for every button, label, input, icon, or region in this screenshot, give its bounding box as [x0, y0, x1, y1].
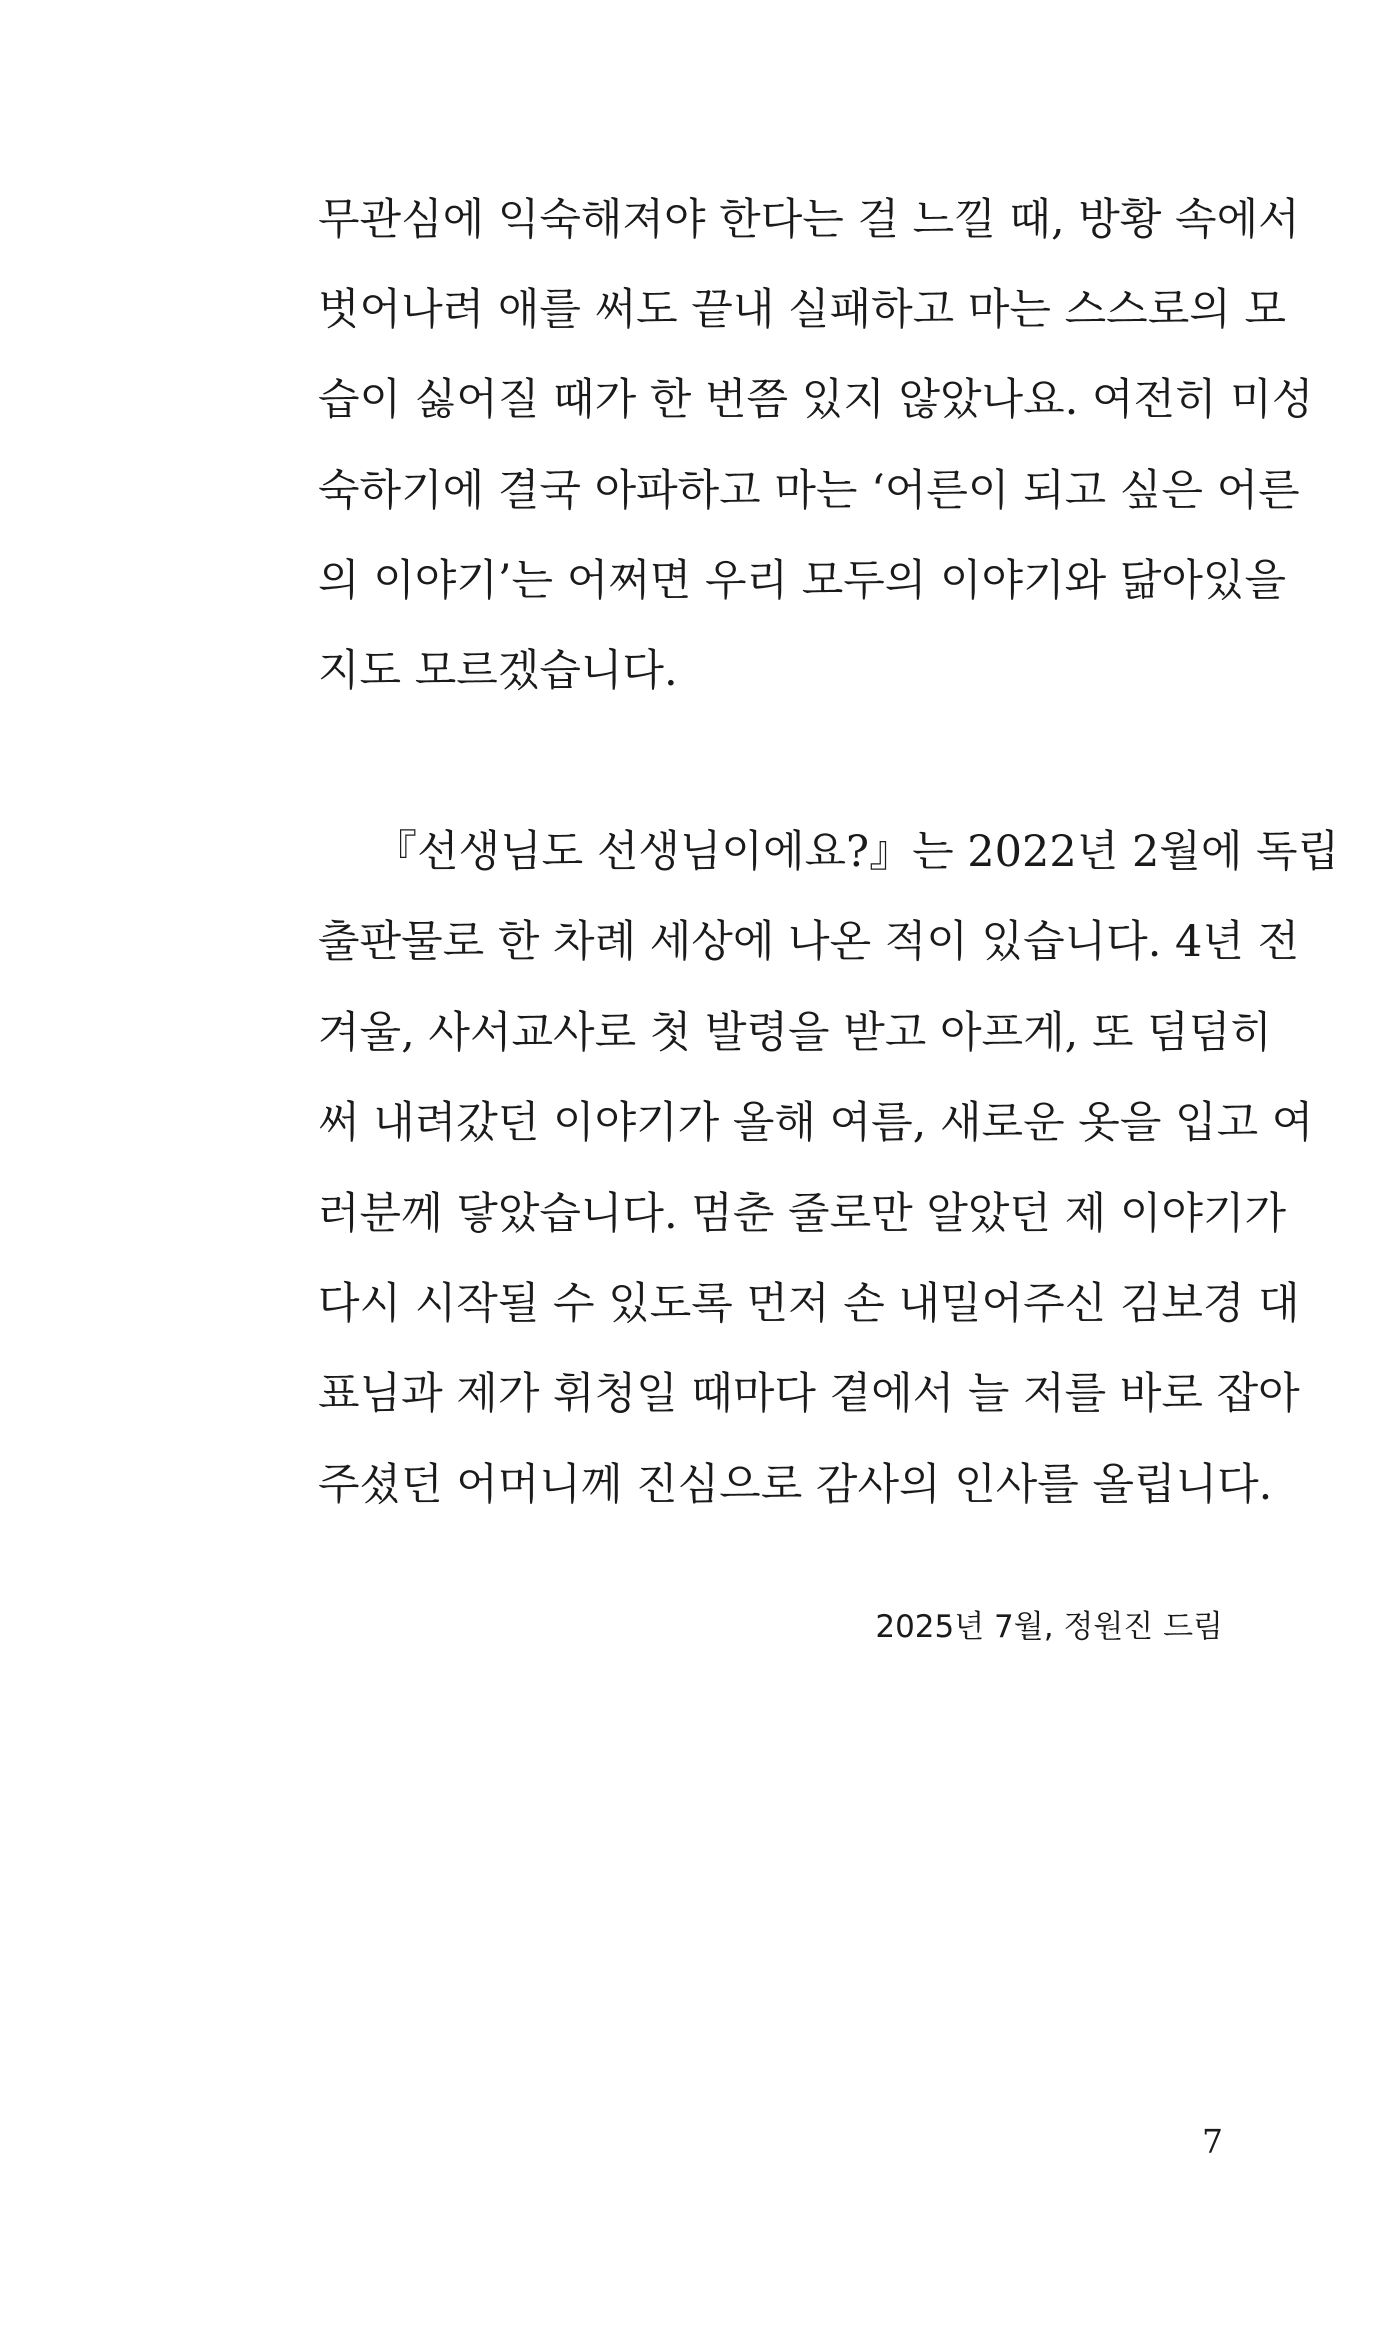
paragraph-2-line: 겨울, 사서교사로 첫 발령을 받고 아프게, 또 덤덤히 — [318, 1008, 1272, 1058]
paragraph-1-line: 무관심에 익숙해져야 한다는 걸 느낄 때, 방황 속에서 — [318, 195, 1300, 245]
author-signature: 2025년 7월, 정원진 드림 — [875, 1609, 1223, 1645]
paragraph-1-line: 의 이야기’는 어쩌면 우리 모두의 이야기와 닮아있을 — [318, 556, 1286, 606]
paragraph-2-line: 주셨던 어머니께 진심으로 감사의 인사를 올립니다. — [318, 1460, 1273, 1510]
paragraph-2-line: 표님과 제가 휘청일 때마다 곁에서 늘 저를 바로 잡아 — [318, 1369, 1300, 1419]
paragraph-2-line: 다시 시작될 수 있도록 먼저 손 내밀어주신 김보경 대 — [318, 1279, 1300, 1329]
paragraph-1-line: 숙하기에 결국 아파하고 마는 ‘어른이 되고 싶은 어른 — [318, 466, 1300, 516]
paragraph-2-line: 출판물로 한 차례 세상에 나온 적이 있습니다. 4년 전 — [318, 917, 1300, 967]
page-number: 7 — [1202, 2122, 1223, 2161]
paragraph-2-line: 써 내려갔던 이야기가 올해 여름, 새로운 옷을 입고 여 — [318, 1098, 1314, 1148]
paragraph-2-line: 『선생님도 선생님이에요?』는 2022년 2월에 독립 — [374, 827, 1340, 877]
paragraph-2-line: 러분께 닿았습니다. 멈춘 줄로만 알았던 제 이야기가 — [318, 1189, 1286, 1239]
paragraph-1-line: 지도 모르겠습니다. — [318, 646, 678, 696]
paragraph-1-line: 습이 싫어질 때가 한 번쯤 있지 않았나요. 여전히 미성 — [318, 375, 1314, 425]
paragraph-1-line: 벗어나려 애를 써도 끝내 실패하고 마는 스스로의 모 — [318, 285, 1286, 335]
